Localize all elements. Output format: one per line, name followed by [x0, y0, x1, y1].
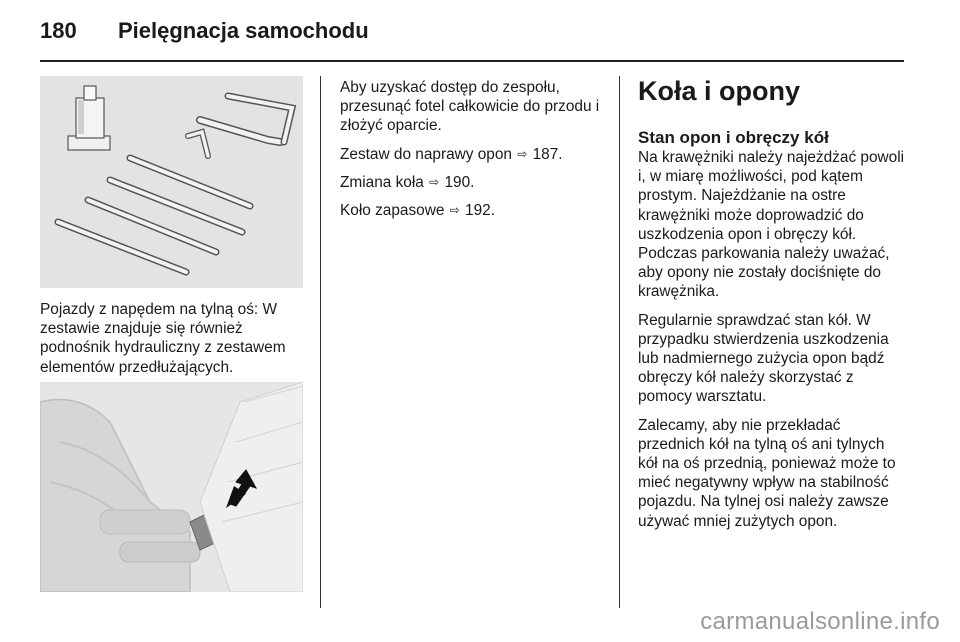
reference-label: Zmiana koła [340, 173, 424, 191]
wheel-wrench-icon [200, 96, 292, 142]
page-title: Pielęgnacja samochodu [118, 18, 369, 43]
right-column [638, 74, 906, 540]
header-rule [40, 60, 904, 62]
bent-handle-icon [188, 132, 208, 156]
jack-caption [40, 300, 312, 377]
subsection-heading: Stan opon i obręczy kół [638, 128, 829, 147]
curb-paragraph: Na krawężniki należy najeżdżać powoli i, w miarę możliwości, pod kątem prostym. Najeżdżanie na ostre krawężniki może doprowadzić do uszkodzenia opon i obręczy kół. Podczas parkowania należy uważać, aby opony nie zostały dociśnięte do krawężnika. [638, 149, 905, 301]
reference-arrow-icon: ⇨ [429, 174, 440, 189]
seat-compartment-illustration [40, 382, 303, 592]
reference-page: 192. [465, 202, 495, 220]
watermark: carmanualsonline.info [700, 608, 940, 635]
jack-tools-illustration [40, 76, 303, 288]
reference-spare-wheel [340, 201, 606, 220]
section-heading: Koła i opony [638, 76, 800, 106]
column-divider-right [619, 76, 620, 608]
seat-icon [40, 400, 200, 593]
access-instructions: Aby uzyskać dostęp do zespołu, przesunąć fotel całkowicie do przodu i złożyć oparcie. [340, 79, 600, 135]
page-number: 180 [40, 18, 77, 43]
caption-text: Pojazdy z napędem na tylną oś: W zestawie znajduje się również podnośnik hydrauliczny z zestawem elementów przedłużających. [40, 301, 286, 376]
reference-wheel-change [340, 173, 606, 192]
middle-column [340, 78, 606, 229]
rotation-paragraph: Zalecamy, aby nie przekładać przednich kół na tylną oś ani tylnych kół na oś przednią, ponieważ może to mieć negatywny wpływ na stabilność pojazdu. Na tylnej osi należy zawsze używać mniej zużytych opon. [638, 416, 896, 530]
hydraulic-jack-icon [68, 86, 110, 150]
column-divider-left [320, 76, 321, 608]
reference-arrow-icon: ⇨ [449, 203, 460, 218]
extension-bar-icon [58, 158, 250, 272]
reference-label: Zestaw do naprawy opon [340, 145, 512, 163]
reference-label: Koło zapasowe [340, 202, 445, 220]
reference-arrow-icon: ⇨ [517, 146, 528, 161]
reference-tire-repair-kit [340, 145, 606, 164]
inspection-paragraph: Regularnie sprawdzać stan kół. W przypadku stwierdzenia uszkodzenia lub nadmiernego zużycia opon bądź obręczy kół należy skorzystać z pomocy warsztatu. [638, 311, 889, 406]
reference-page: 187. [532, 145, 563, 163]
reference-page: 190. [444, 173, 475, 191]
page-header [40, 14, 369, 48]
